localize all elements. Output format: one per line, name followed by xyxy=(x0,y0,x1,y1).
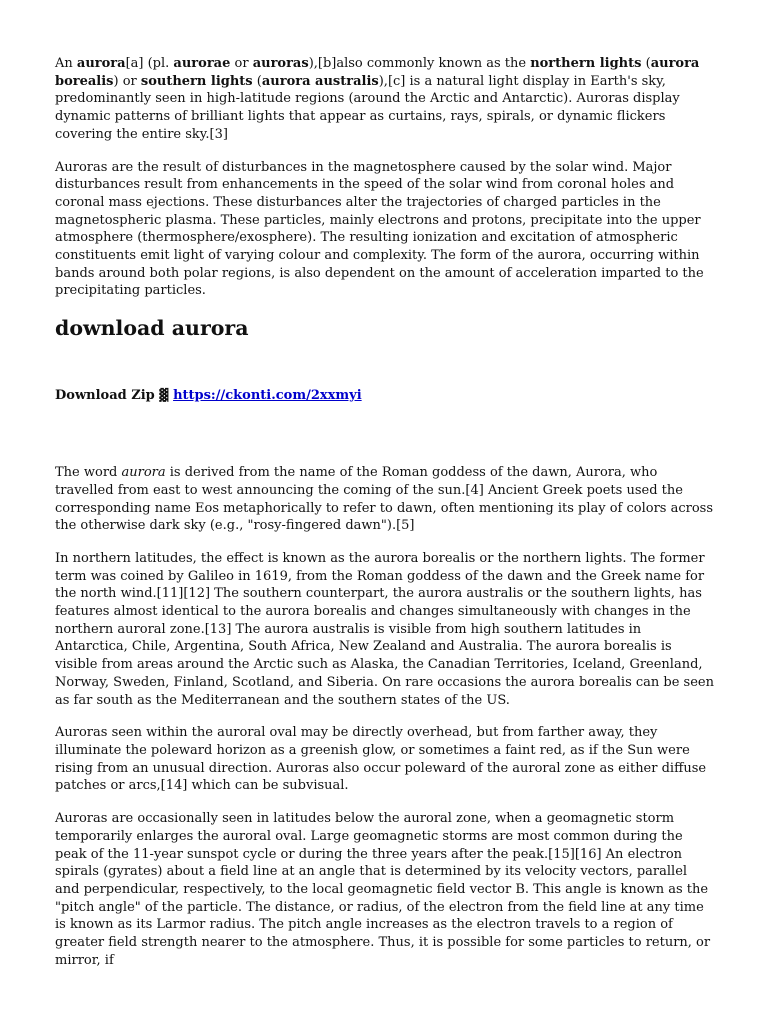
italic-term-aurora: aurora xyxy=(121,465,166,481)
body-paragraph-auroral-oval: Auroras seen within the auroral oval may be directly overhead, but from farther away, they illuminate the poleward horizon as a greenish glow, or sometimes a faint red, as if the Sun were rising from an unusual direction. Auroras also occur poleward of the auroral zone as either diffuse patches or arcs,[14] which can be subvisual. xyxy=(55,725,707,794)
bold-term-aurora-australis: aurora australis xyxy=(261,73,379,89)
section-heading: download aurora xyxy=(55,316,249,341)
bold-term-northern-lights: northern lights xyxy=(530,56,642,71)
bold-term-auroras: auroras xyxy=(252,56,309,71)
text-run: ),[b]also commonly known as the xyxy=(308,56,531,71)
text-run: ),[c] is a natural light display in Earth's sky, predominantly seen in high-latitude regions (around the Arctic and Antarctic). Auroras display dynamic patterns of brilliant lights that appear as curtains, rays, spirals, or dynamic flickers covering the entire sky.[3] xyxy=(55,73,680,142)
text-run: An xyxy=(55,56,77,71)
body-paragraph-etymology xyxy=(55,464,715,535)
text-run: ) or xyxy=(113,73,141,89)
download-label: Download Zip xyxy=(55,388,155,404)
body-paragraph-geomagnetic-storms: Auroras are occasionally seen in latitudes below the auroral zone, when a geomagnetic storm temporarily enlarges the auroral oval. Large geomagnetic storms are most common during the peak of the 11-year sunspot cycle or during the three years after the peak.[15][16] An electron spirals (gyrates) about a field line at an angle that is determined by its velocity vectors, parallel and perpendicular, respectively, to the local geomagnetic field vector B. This angle is known as the "pitch angle" of the particle. The distance, or radius, of the electron from the field line at any time is known as its Larmor radius. The pitch angle increases as the electron travels to a region of greater field strength nearer to the atmosphere. Thus, it is possible for some particles to return, or mirror, if xyxy=(55,811,711,968)
text-run: ( xyxy=(641,56,651,71)
download-arrow-icon: ▓ xyxy=(159,388,169,403)
download-link[interactable]: https://ckonti.com/2xxmyi xyxy=(173,388,362,404)
intro-paragraph-1 xyxy=(55,55,715,144)
text-run: [a] (pl. xyxy=(125,56,174,71)
text-run: is derived from the name of the Roman goddess of the dawn, Aurora, who travelled from east to west announcing the coming of the sun.[4] Ancient Greek poets used the corresponding name Eos metaphorically to refer to dawn, often mentioning its play of colors across the otherwise dark sky (e.g., "rosy-fingered dawn").[5] xyxy=(55,465,714,534)
text-run: The word xyxy=(55,465,122,481)
bold-term-aurora: aurora xyxy=(76,56,126,71)
text-run: or xyxy=(230,56,253,71)
bold-term-aurorae: aurorae xyxy=(173,56,231,71)
bold-term-aurora-borealis: aurora borealis xyxy=(55,56,700,89)
intro-paragraph-2: Auroras are the result of disturbances in the magnetosphere caused by the solar wind. Major disturbances result from enhancements in the speed of the solar wind from coronal holes and coronal mass ejections. These disturbances alter the trajectories of charged particles in the magnetospheric plasma. These particles, mainly electrons and protons, precipitate into the upper atmosphere (thermosphere/exosphere). The resulting ionization and excitation of atmospheric constituents emit light of varying colour and complexity. The form of the aurora, occurring within bands around both polar regions, is also dependent on the amount of acceleration imparted to the precipitating particles. xyxy=(55,159,704,299)
spacer xyxy=(55,404,715,464)
article-content xyxy=(55,55,715,984)
text-run: ( xyxy=(252,73,262,89)
bold-term-southern-lights: southern lights xyxy=(140,73,253,89)
body-paragraph-northern-latitudes: In northern latitudes, the effect is known as the aurora borealis or the northern lights. The former term was coined by Galileo in 1619, from the Roman goddess of the dawn and the Greek name for the north wind.[11][12] The southern counterpart, the aurora australis or the southern lights, has features almost identical to the aurora borealis and changes simultaneously with changes in the northern auroral zone.[13] The aurora australis is visible from high southern latitudes in Antarctica, Chile, Argentina, South Africa, New Zealand and Australia. The aurora borealis is visible from areas around the Arctic such as Alaska, the Canadian Territories, Iceland, Greenland, Norway, Sweden, Finland, Scotland, and Siberia. On rare occasions the aurora borealis can be seen as far south as the Mediterranean and the southern states of the US. xyxy=(55,550,714,708)
download-line xyxy=(55,387,715,404)
